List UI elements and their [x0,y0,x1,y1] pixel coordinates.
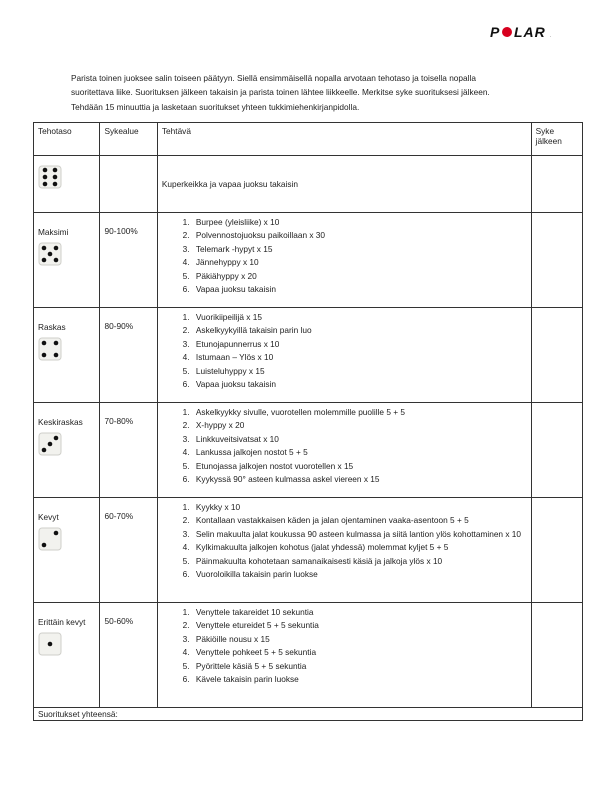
heart-rate-after-cell[interactable] [531,213,582,308]
exercise-item: 1. Askelkyykky sivulle, vuorotellen molemmille puolille 5 + 5 [192,406,527,419]
heart-rate-after-cell[interactable] [531,403,582,498]
level-name: Maksimi [38,227,69,237]
exercise-list [162,311,527,391]
exercise-item: 4. Venyttele pohkeet 5 + 5 sekuntia [192,646,527,659]
level-name: Kevyt [38,512,59,522]
header-heart-rate: Syke jälkeen [531,123,582,156]
die-6-icon [38,165,62,189]
exercise-item: 6. Vapaa juoksu takaisin [192,378,527,391]
die-5-icon [38,242,62,266]
exercise-list [162,501,527,581]
header-range: Sykealue [100,123,157,156]
heart-rate-after-cell[interactable] [531,308,582,403]
exercise-list [162,216,527,296]
heart-rate-range: 90-100% [104,226,138,236]
range-cell [100,213,157,308]
exercise-item: 5. Etunojassa jalkojen nostot vuorotellen x 15 [192,460,527,473]
level-name: Raskas [38,322,66,332]
exercise-item: 2. Kontallaan vastakkaisen käden ja jalan ojentaminen vaaka-asentoon 5 + 5 [192,514,527,527]
exercise-item: 6. Vuoroloikilla takaisin parin luokse [192,568,527,581]
exercise-item: 5. Päkiähyppy x 20 [192,270,527,283]
level-name: Keskiraskas [38,417,83,427]
heart-rate-after-cell[interactable] [531,156,582,213]
level-cell [34,156,100,213]
exercise-item: 1. Venyttele takareidet 10 sekuntia [192,606,527,619]
exercise-item: 2. Venyttele etureidet 5 + 5 sekuntia [192,619,527,632]
total-row [34,708,583,721]
exercise-item: 3. Selin makuulta jalat koukussa 90 asteen kulmassa ja siitä lantion ylös kohottaminen x 10 [192,528,527,541]
exercise-item: 2. X-hyppy x 20 [192,419,527,432]
exercise-item: 4. Lankussa jalkojen nostot 5 + 5 [192,446,527,459]
table-row [34,156,583,213]
exercise-item: 6. Kyykyssä 90° asteen kulmassa askel viereen x 15 [192,473,527,486]
heart-rate-after-cell[interactable] [531,603,582,708]
level-cell [34,213,100,308]
total-label: Suoritukset yhteensä: [34,708,583,721]
die-3-icon [38,432,62,456]
table-row [34,403,583,498]
table-header-row [34,123,583,156]
task-cell [157,156,531,213]
exercise-item: 3. Etunojapunnerrus x 10 [192,338,527,351]
header-task: Tehtävä [157,123,531,156]
die-4-icon [38,337,62,361]
exercise-item: 4. Kylkimakuulta jalkojen kohotus (jalat yhdessä) molemmat kyljet 5 + 5 [192,541,527,554]
polar-logo [490,24,570,40]
exercise-item: 1. Kyykky x 10 [192,501,527,514]
exercise-item: 1. Burpee (yleisliike) x 10 [192,216,527,229]
exercise-list [162,606,527,686]
svg-text:.: . [550,33,552,39]
task-cell [157,403,531,498]
exercise-item: 6. Vapaa juoksu takaisin [192,283,527,296]
exercise-table [33,122,583,721]
exercise-list [162,406,527,486]
range-cell [100,403,157,498]
table-row [34,308,583,403]
die-2-icon [38,527,62,551]
range-cell [100,603,157,708]
heart-rate-range: 70-80% [104,416,134,426]
level-name: Erittäin kevyt [38,617,86,627]
table-row [34,213,583,308]
exercise-item: 5. Luisteluhyppy x 15 [192,365,527,378]
task-cell [157,308,531,403]
level-cell [34,603,100,708]
heart-rate-range: 50-60% [104,616,134,626]
intro-text [71,71,571,114]
intro-line: Parista toinen juoksee salin toiseen päätyyn. Siellä ensimmäisellä nopalla arvotaan tehotaso ja toisella nopalla [71,73,476,83]
task-cell [157,213,531,308]
level-cell [34,403,100,498]
task-cell [157,603,531,708]
task-cell [157,498,531,603]
range-cell [100,308,157,403]
intro-line: Tehdään 15 minuuttia ja lasketaan suoritukset yhteen tukkimiehenkirjanpidolla. [71,101,360,112]
header-level: Tehotaso [34,123,100,156]
range-cell [100,156,157,213]
range-cell [100,498,157,603]
exercise-item: 4. Istumaan – Ylös x 10 [192,351,527,364]
table-row [34,498,583,603]
heart-rate-range: 60-70% [104,511,134,521]
exercise-item: 3. Telemark -hypyt x 15 [192,243,527,256]
heart-rate-after-cell[interactable] [531,498,582,603]
task-text: Kuperkeikka ja vapaa juoksu takaisin [161,179,298,189]
heart-rate-range: 80-90% [104,321,134,331]
exercise-item: 4. Jännehyppy x 10 [192,256,527,269]
intro-line: suoritettava liike. Suorituksen jälkeen takaisin ja parista toinen lähtee liikkeelle. Merkitse syke suorituksesi jälkeen. [71,87,490,98]
table-row [34,603,583,708]
die-1-icon [38,632,62,656]
level-cell [34,308,100,403]
svg-text:P: P [490,24,501,40]
exercise-item: 5. Pyörittele käsiä 5 + 5 sekuntia [192,660,527,673]
exercise-item: 3. Päkiöille nousu x 15 [192,633,527,646]
svg-text:LAR: LAR [514,24,546,40]
level-cell [34,498,100,603]
exercise-item: 2. Polvennostojuoksu paikoillaan x 30 [192,229,527,242]
exercise-item: 5. Päinmakuulta kohotetaan samanaikaisesti käsiä ja jalkoja ylös x 10 [192,555,527,568]
exercise-item: 6. Kävele takaisin parin luokse [192,673,527,686]
exercise-item: 2. Askelkyykyillä takaisin parin luo [192,324,527,337]
exercise-item: 1. Vuorikiipeilijä x 15 [192,311,527,324]
exercise-item: 3. Linkkuveitsivatsat x 10 [192,433,527,446]
